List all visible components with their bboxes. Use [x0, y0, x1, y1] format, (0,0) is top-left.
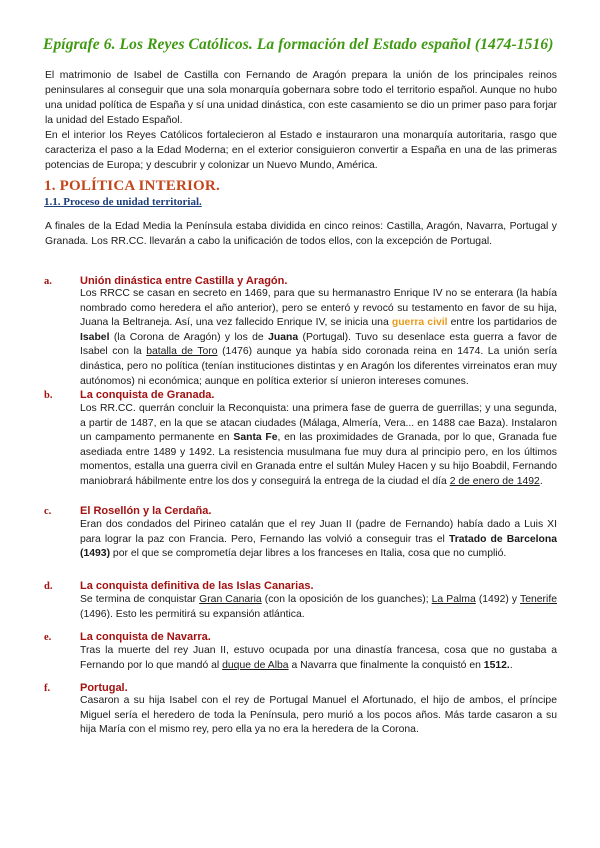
section-title-islas-canarias: La conquista definitiva de las Islas Canarias.	[80, 580, 314, 592]
section-title-rosellon-cerdana: El Rosellón y la Cerdaña.	[80, 505, 212, 517]
section-title-conquista-navarra: La conquista de Navarra.	[80, 631, 211, 643]
document-title: Epígrafe 6. Los Reyes Católicos. La formación del Estado español (1474-1516)	[43, 36, 554, 53]
section-body-conquista-navarra: Tras la muerte del rey Juan II, estuvo ocupada por una dinastía francesa, cosa que no gustaba a Fernando por lo que mandó al duque de Alba a Navarra que finalmente la conquistó en 1512..	[80, 645, 557, 671]
section-letter-f: f.	[44, 683, 51, 694]
section-body-islas-canarias: Se termina de conquistar Gran Canaria (con la oposición de los guanches); La Palma (1492) y Tenerife (1496). Esto les permitirá su expansión atlántica.	[80, 594, 557, 620]
section-body-conquista-granada: Los RR.CC. querrán concluir la Reconquista: una primera fase de guerra de guerrillas; y una segunda, a partir de 1487, en la que se atacan ciudades (Málaga, Almería, Vera... en 1488 cae Baza). Instalaron un campamento permanente en Santa Fe, en las proximidades de Granada, por lo que, Granada fue asediada entre 1489 y 1492. La resistencia musulmana fue muy dura al principio pero, en los últimos momentos, estalla una guerra civil en Granada entre el sultán Muley Hacen y su hijo Boabdil, Fernando maniobrará hábilmente entre los dos y conseguirá la entrega de la ciudad el día 2 de enero de 1492.	[80, 403, 557, 487]
section-letter-c: c.	[44, 506, 52, 517]
lead-paragraph: A finales de la Edad Media la Península estaba dividida en cinco reinos: Castilla, Aragón, Navarra, Portugal y Granada. Los RR.CC. llevarán a cabo la unificación de todos ellos, con la excepción de Portugal.	[45, 221, 557, 247]
section-heading-politica-interior: 1. POLÍTICA INTERIOR.	[44, 178, 220, 194]
intro-paragraph-1: El matrimonio de Isabel de Castilla con Fernando de Aragón prepara la unión de los principales reinos peninsulares al conseguir que una sola monarquía gobernara sobre todo el territorio español. Aunque no hubo una unidad política de España y sí una unidad dinástica, con este casamiento se dio un primer paso para forjar la unidad del Estado Español.	[45, 70, 557, 126]
section-title-union-dinastica: Unión dinástica entre Castilla y Aragón.	[80, 275, 288, 287]
section-letter-b: b.	[44, 390, 53, 401]
section-title-portugal: Portugal.	[80, 682, 128, 694]
subsection-heading-unidad-territorial: 1.1. Proceso de unidad territorial.	[44, 196, 202, 208]
section-letter-d: d.	[44, 581, 53, 592]
section-letter-e: e.	[44, 632, 52, 643]
intro-paragraph-2: En el interior los Reyes Católicos fortalecieron al Estado e instauraron una monarquía autoritaria, rasgo que caracteriza el paso a la Edad Moderna; en el exterior consiguieron convertir a España en una de las primeras potencias de Europa; y descubrir y colonizar un Nuevo Mundo, América.	[45, 130, 557, 171]
section-body-union-dinastica: Los RRCC se casan en secreto en 1469, para que su hermanastro Enrique IV no se enterara (la había nombrado como heredera el año anterior), pero se enteró y revocó su testamento en favor de su hija, Juana la Beltraneja. Así, una vez fallecido Enrique IV, se inicia una guerra civil entre los partidarios de Isabel (la Corona de Aragón) y los de Juana (Portugal). Tuvo su desenlace esta guerra a favor de Isabel con la batalla de Toro (1476) aunque ya había sido coronada reina en 1474. La unión sería dinástica, pero no política (tenían instituciones distintas y en Aragón los diferentes virreinatos eran muy autónomos) ni económica; aunque en política exterior sí unieron intereses comunes.	[80, 288, 557, 387]
section-letter-a: a.	[44, 276, 52, 287]
section-body-rosellon-cerdana: Eran dos condados del Pirineo catalán que el rey Juan II (padre de Fernando) había dado a Luis XI para lograr la paz con Francia. Pero, Fernando las volvió a conseguir tras el Tratado de Barcelona (1493) por el que se comprometía dejar libres a los franceses en Italia, cosa que no cumplió.	[80, 519, 558, 560]
section-title-conquista-granada: La conquista de Granada.	[80, 389, 215, 401]
section-body-portugal: Casaron a su hija Isabel con el rey de Portugal Manuel el Afortunado, el hijo de ambos, el príncipe Miguel sería el heredero de toda la Península, pero murió a los pocos años. Más tarde casaron a su hija María con el mismo rey, pero ella ya no era la heredera de la Corona.	[80, 695, 557, 736]
